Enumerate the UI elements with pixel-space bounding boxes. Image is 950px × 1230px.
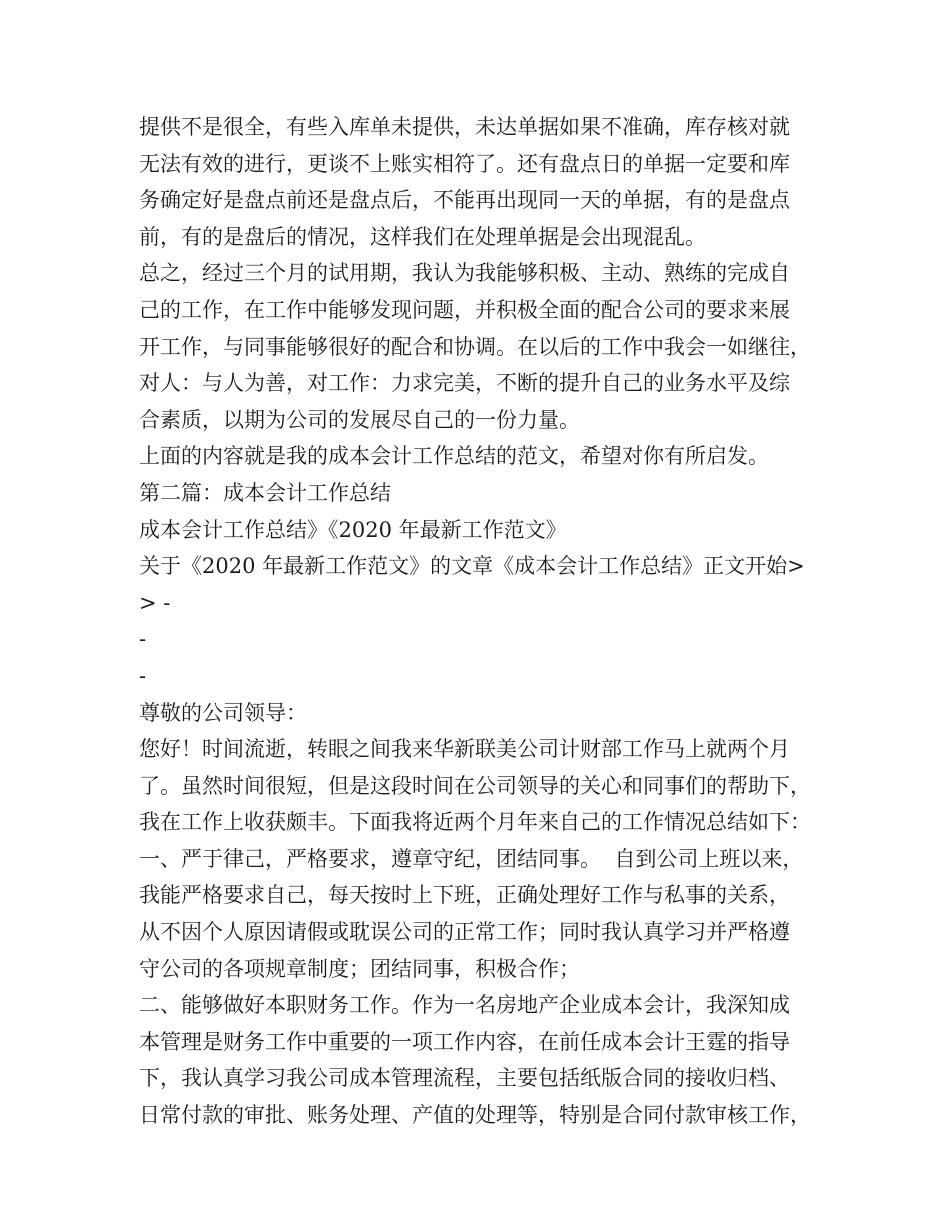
text-line: 前，有的是盘后的情况，这样我们在处理单据是会出现混乱。: [139, 224, 706, 249]
text-line: 了。虽然时间很短，但是这段时间在公司领导的关心和同事们的帮助下，: [139, 773, 811, 798]
text-line: > -: [139, 590, 171, 615]
salutation: 尊敬的公司领导：: [139, 700, 307, 725]
text-line: 一、严于律己，严格要求，遵章守纪，团结同事。 自到公司上班以来，: [139, 846, 804, 871]
text-line: 您好！时间流逝，转眼之间我来华新联美公司计财部工作马上就两个月: [139, 737, 790, 762]
text-line: -: [139, 627, 147, 652]
text-line: 从不因个人原因请假或耽误公司的正常工作；同时我认真学习并严格遵: [139, 920, 790, 945]
text-line: 上面的内容就是我的成本会计工作总结的范文，希望对你有所启发。: [139, 444, 769, 469]
text-line: 我能严格要求自己，每天按时上下班，正确处理好工作与私事的关系，: [139, 883, 790, 908]
text-line: 对人：与人为善，对工作：力求完美，不断的提升自己的业务水平及综: [139, 371, 790, 396]
text-line: 合素质，以期为公司的发展尽自己的一份力量。: [139, 407, 580, 432]
text-line: -: [139, 663, 147, 688]
text-line: 开工作，与同事能够很好的配合和协调。在以后的工作中我会一如继往，: [139, 334, 811, 359]
text-line: 无法有效的进行，更谈不上账实相符了。还有盘点日的单据一定要和库: [139, 151, 790, 176]
document-body: [139, 109, 829, 1134]
text-line: 成本会计工作总结》《2020 年最新工作范文》: [139, 517, 567, 542]
text-line: 本管理是财务工作中重要的一项工作内容，在前任成本会计王霆的指导: [139, 1029, 790, 1054]
text-line: 务确定好是盘点前还是盘点后，不能再出现同一天的单据，有的是盘点: [139, 188, 790, 213]
text-line: 二、能够做好本职财务工作。作为一名房地产企业成本会计，我深知成: [139, 993, 790, 1018]
text-line: 提供不是很全，有些入库单未提供，未达单据如果不准确，库存核对就: [139, 115, 790, 139]
text-line: 关于《2020 年最新工作范文》的文章《成本会计工作总结》正文开始>: [139, 554, 805, 579]
text-line: 守公司的各项规章制度；团结同事，积极合作；: [139, 956, 580, 981]
text-line: 总之，经过三个月的试用期，我认为我能够积极、主动、熟练的完成自: [139, 261, 790, 286]
text-line: 己的工作，在工作中能够发现问题，并积极全面的配合公司的要求来展: [139, 297, 790, 322]
text-line: 日常付款的审批、账务处理、产值的处理等，特别是合同付款审核工作，: [139, 1103, 811, 1128]
text-line: 我在工作上收获颇丰。下面我将近两个月年来自己的工作情况总结如下：: [139, 810, 811, 835]
section-heading: 第二篇：成本会计工作总结: [139, 480, 391, 505]
text-line: 下，我认真学习我公司成本管理流程，主要包括纸版合同的接收归档、: [139, 1066, 790, 1091]
